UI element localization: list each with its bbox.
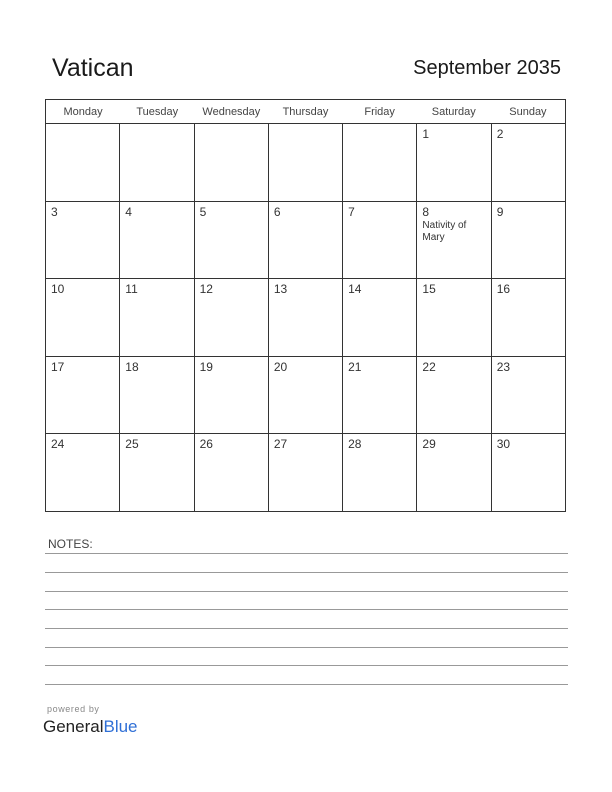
note-line [45, 665, 568, 666]
day-number: 3 [51, 204, 58, 219]
day-number: 11 [125, 282, 138, 297]
brand-general: General [43, 717, 104, 736]
day-cell [343, 124, 417, 201]
day-cell [343, 434, 417, 512]
day-cell [46, 202, 120, 279]
weekday-saturday: Saturday [431, 106, 476, 118]
day-number: 30 [496, 437, 511, 452]
day-cell [343, 357, 417, 434]
day-number: 9 [496, 204, 504, 219]
day-number: 24 [51, 437, 65, 452]
day-cell [269, 279, 343, 356]
day-cell [417, 202, 491, 279]
notes-label: NOTES: [48, 537, 93, 551]
day-number: 2 [496, 127, 504, 141]
day-number: 19 [199, 359, 213, 374]
note-line [45, 684, 568, 685]
generalblue-logo [43, 717, 138, 737]
day-cell [195, 434, 269, 512]
day-cell [343, 202, 417, 279]
day-cell [46, 124, 120, 201]
day-number: 10 [51, 282, 65, 297]
weekday-monday: Monday [63, 106, 103, 118]
weekday-friday: Friday [364, 106, 395, 118]
day-number: 15 [422, 282, 436, 297]
day-cell [269, 124, 343, 201]
weekday-tuesday: Tuesday [136, 106, 179, 118]
day-number: 21 [348, 359, 362, 374]
week-row [46, 279, 565, 357]
day-number: 7 [348, 204, 355, 219]
holiday-label: Nativity of Mary [422, 219, 467, 243]
week-row [46, 357, 565, 435]
day-number: 1 [422, 127, 430, 141]
day-cell [195, 124, 269, 201]
day-number: 20 [273, 359, 288, 374]
day-cell [46, 357, 120, 434]
day-number: 6 [273, 204, 281, 219]
day-cell [269, 434, 343, 512]
day-number: 22 [422, 359, 436, 374]
note-line [45, 647, 568, 648]
day-number: 16 [496, 282, 511, 297]
day-cell [120, 279, 194, 356]
month-year-title: September 2035 [413, 57, 561, 79]
day-number: 28 [348, 437, 362, 452]
day-cell [46, 434, 120, 512]
note-line [45, 572, 568, 573]
calendar-grid [45, 99, 566, 512]
day-cell [492, 357, 565, 434]
day-cell [46, 279, 120, 356]
day-cell [120, 434, 194, 512]
day-number: 25 [125, 437, 139, 452]
day-cell [195, 357, 269, 434]
day-cell [343, 279, 417, 356]
day-number: 18 [125, 359, 139, 374]
weekday-header [46, 100, 565, 124]
day-cell [417, 357, 491, 434]
week-row [46, 202, 565, 280]
day-number: 12 [199, 282, 213, 297]
day-cell [417, 279, 491, 356]
day-number: 27 [273, 437, 288, 452]
day-cell [120, 202, 194, 279]
day-cell [492, 124, 565, 201]
day-number: 13 [273, 282, 288, 297]
day-number: 8 [422, 204, 430, 219]
day-cell [195, 202, 269, 279]
note-line [45, 553, 568, 554]
day-number: 14 [348, 282, 362, 297]
weekday-sunday: Sunday [509, 106, 547, 118]
country-title: Vatican [52, 54, 134, 82]
day-cell [269, 357, 343, 434]
day-cell [120, 124, 194, 201]
day-number: 29 [422, 437, 436, 452]
day-number: 26 [199, 437, 213, 452]
day-cell [492, 202, 565, 279]
weekday-thursday: Thursday [282, 106, 329, 118]
day-number: 17 [51, 359, 65, 374]
day-cell [120, 357, 194, 434]
day-cell [195, 279, 269, 356]
week-row [46, 124, 565, 202]
brand-blue: Blue [103, 717, 138, 736]
day-number: 5 [199, 204, 207, 219]
note-line [45, 609, 568, 610]
day-cell [492, 434, 565, 512]
day-cell [417, 434, 491, 512]
note-line [45, 591, 568, 592]
note-line [45, 628, 568, 629]
week-row [46, 434, 565, 512]
day-number: 23 [496, 359, 511, 374]
weekday-wednesday: Wednesday [202, 106, 261, 118]
day-number: 4 [125, 204, 132, 219]
day-cell [492, 279, 565, 356]
powered-by-text: powered by [47, 704, 100, 714]
day-cell [417, 124, 491, 201]
day-cell [269, 202, 343, 279]
